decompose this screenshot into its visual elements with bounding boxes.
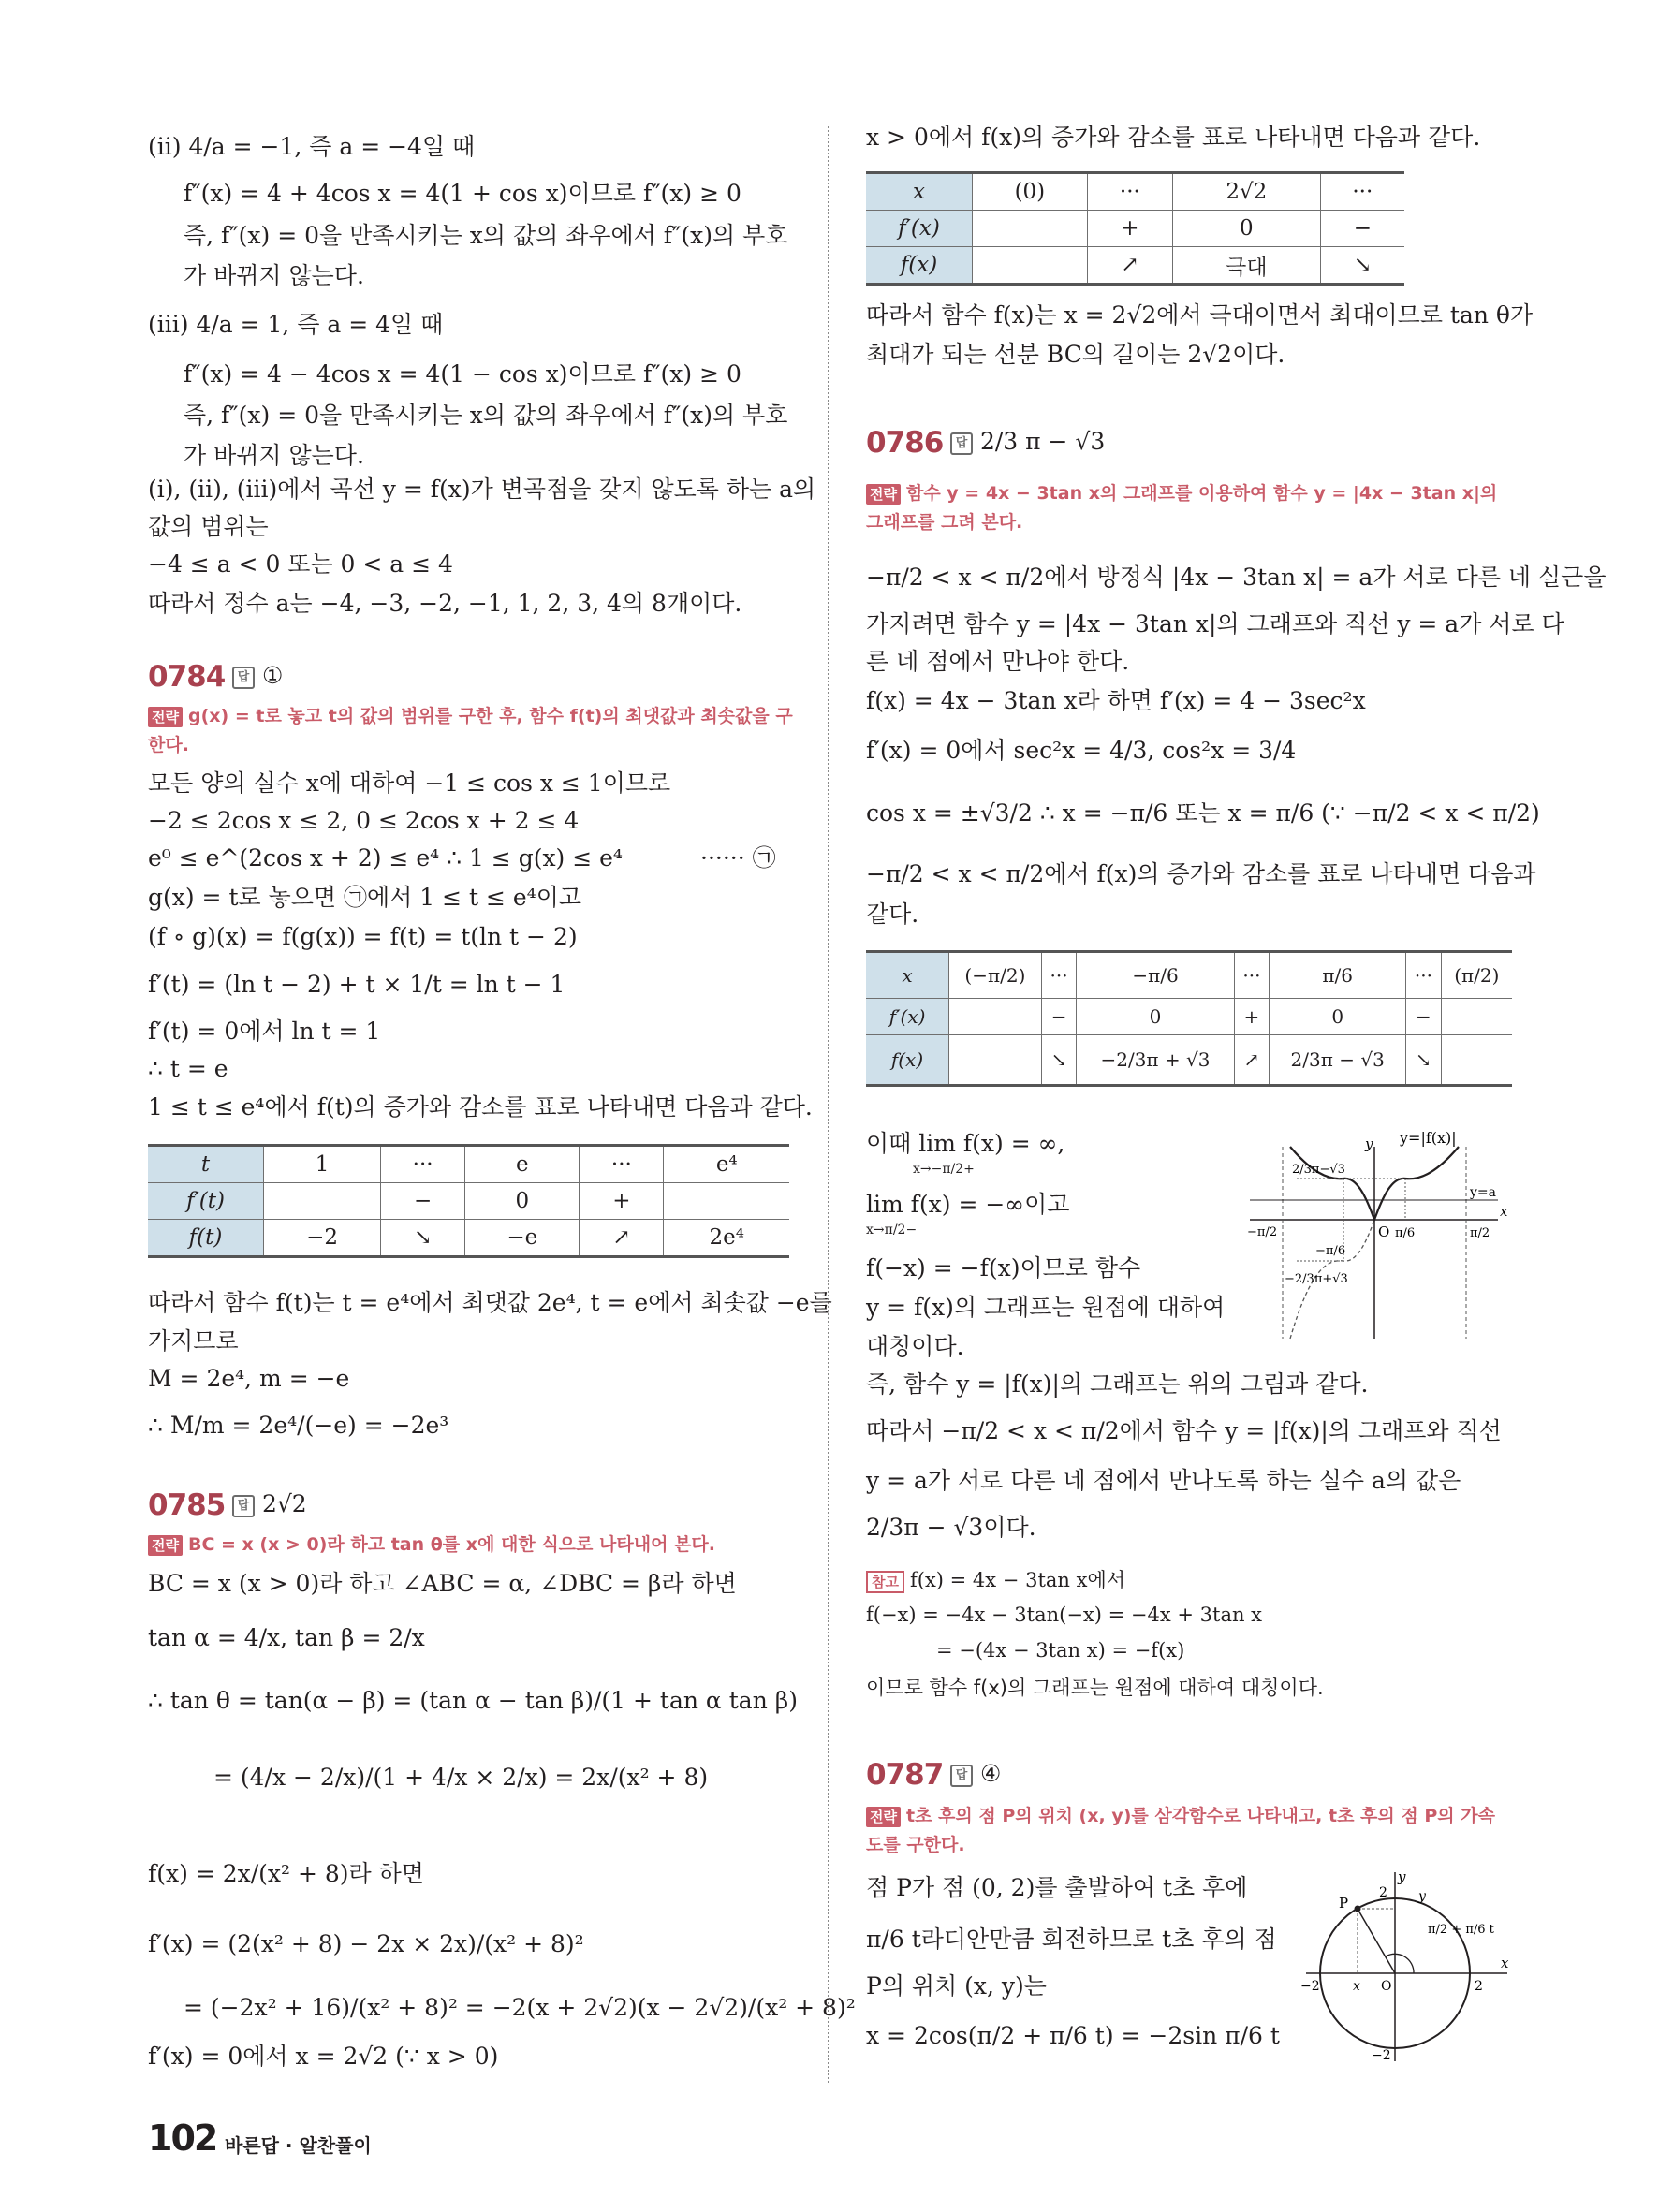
text-line: 즉, f″(x) = 0을 만족시키는 x의 값의 좌우에서 f″(x)의 부호: [184, 402, 788, 429]
table-cell: [264, 1183, 381, 1220]
text-line: BC = x (x > 0)라 하고 ∠ABC = α, ∠DBC = β라 하면: [148, 1570, 737, 1597]
text-line: f(x) = 2x/(x² + 8)라 하면: [148, 1860, 424, 1887]
table-cell: +: [1234, 999, 1270, 1035]
text-line: 가 바뀌지 않는다.: [184, 442, 364, 469]
table-cell: −: [1320, 211, 1404, 247]
table-cell: −: [381, 1183, 465, 1220]
label-neg-two-y: −2: [1372, 2048, 1391, 2063]
strategy: [148, 702, 794, 760]
column-divider: [828, 126, 830, 2083]
graph-abs-f: [1245, 1128, 1512, 1343]
table-cell: ↗: [1234, 1035, 1270, 1086]
problem-number: 0786: [866, 426, 944, 460]
radius-op: [1358, 1909, 1395, 1973]
table-cell: e: [465, 1146, 580, 1183]
axis-label-y: y: [1398, 1868, 1406, 1885]
text-line: 모든 양의 실수 x에 대하여 −1 ≤ cos x ≤ 1이므로: [148, 769, 671, 797]
text-line: 른 네 점에서 만나야 한다.: [866, 648, 1130, 675]
table-cell: ···: [1234, 952, 1270, 999]
text-line: 따라서 함수 f(t)는 t = e⁴에서 최댓값 2e⁴, t = e에서 최솟값 −e를: [148, 1289, 832, 1316]
text-line: 즉, 함수 y = |f(x)|의 그래프는 위의 그림과 같다.: [866, 1370, 1369, 1398]
table-cell: ···: [1406, 952, 1442, 999]
text-line: f(x) = 4x − 3tan x라 하면 f′(x) = 4 − 3sec²x: [866, 687, 1366, 714]
case-iii-heading: (iii) 4/a = 1, 즉 a = 4일 때: [148, 311, 444, 338]
table-cell: f(t): [148, 1220, 264, 1257]
text-line: lim f(x) = −∞이고: [866, 1191, 1070, 1218]
table-cell: f(x): [866, 1035, 949, 1086]
text-line: (i), (ii), (iii)에서 곡선 y = f(x)가 변곡점을 갖지 않도록 하는 a의: [148, 476, 816, 503]
table-cell: t: [148, 1146, 264, 1183]
table-row: [866, 952, 1512, 999]
text-line: = (4/x − 2/x)/(1 + 4/x × 2/x) = 2x/(x² + 8): [213, 1764, 709, 1791]
table-cell: −2: [264, 1220, 381, 1257]
page-number: 102: [148, 2117, 217, 2159]
axis-label-y: y: [1365, 1135, 1373, 1152]
note-line: [866, 1563, 1125, 1596]
table-cell: [949, 999, 1042, 1035]
label-angle: π/2 + π/6 t: [1428, 1923, 1494, 1937]
table-row: [866, 999, 1512, 1035]
problem-number: 0787: [866, 1758, 944, 1792]
table-cell: ↘: [1041, 1035, 1077, 1086]
strategy-tag: 전략: [148, 1535, 183, 1556]
table-cell: −e: [465, 1220, 580, 1257]
text-line: −π/2 < x < π/2에서 방정식 |4x − 3tan x| = a가 서로 다른 네 실근을: [866, 564, 1607, 591]
table-row: [148, 1220, 789, 1257]
table-cell: [973, 247, 1088, 285]
text-line: (f ∘ g)(x) = f(g(x)) = f(t) = t(ln t − 2): [148, 923, 578, 950]
answer-mark-icon: 답: [232, 667, 255, 689]
table-cell: 극대: [1173, 247, 1321, 285]
point-p: [1355, 1906, 1361, 1912]
table-cell: 2/3π − √3: [1270, 1035, 1406, 1086]
note-line: 이므로 함수 f(x)의 그래프는 원점에 대하여 대칭이다.: [866, 1677, 1324, 1699]
table-cell: 0: [1077, 999, 1234, 1035]
footer-title: 바른답 · 알찬풀이: [225, 2134, 372, 2157]
text-line: 따라서 정수 a는 −4, −3, −2, −1, 1, 2, 3, 4의 8개이다.: [148, 590, 742, 617]
text-line: π/6 t라디안만큼 회전하므로 t초 후의 점: [866, 1926, 1277, 1953]
table-cell: [1441, 1035, 1512, 1086]
text-line: x = 2cos(π/2 + π/6 t) = −2sin π/6 t: [866, 2022, 1280, 2049]
text-line: f′(x) = 0에서 sec²x = 4/3, cos²x = 3/4: [866, 737, 1297, 764]
table-row: [148, 1183, 789, 1220]
text-line: M = 2e⁴, m = −e: [148, 1365, 350, 1392]
text-line: −4 ≤ a < 0 또는 0 < a ≤ 4: [148, 550, 453, 578]
table-cell: x: [866, 173, 973, 211]
text-line: f″(x) = 4 + 4cos x = 4(1 + cos x)이므로 f″(x) ≥ 0: [184, 180, 741, 207]
limit-subscript: x→π/2−: [866, 1223, 918, 1238]
text-line: f(−x) = −f(x)이므로 함수: [866, 1254, 1141, 1282]
label-neg-two-x: −2: [1300, 1979, 1320, 1994]
answer-value: ④: [979, 1760, 1002, 1787]
answer-value: ①: [261, 662, 284, 689]
table-cell: (0): [973, 173, 1088, 211]
text-line: f′(x) = (2(x² + 8) − 2x × 2x)/(x² + 8)²: [148, 1930, 584, 1957]
table-cell: f(x): [866, 247, 973, 285]
graph-title: y=|f(x)|: [1400, 1129, 1457, 1147]
tick-label: −π/6: [1315, 1244, 1346, 1258]
text-line: x > 0에서 f(x)의 증가와 감소를 표로 나타내면 다음과 같다.: [866, 124, 1481, 151]
text-line: y = a가 서로 다른 네 점에서 만나도록 하는 실수 a의 값은: [866, 1467, 1461, 1494]
table-cell: 2√2: [1173, 173, 1321, 211]
label-py: y: [1418, 1889, 1426, 1904]
label-two-y: 2: [1379, 1885, 1387, 1900]
text-line: 즉, f″(x) = 0을 만족시키는 x의 값의 좌우에서 f″(x)의 부호: [184, 222, 788, 249]
text-line: f″(x) = 4 − 4cos x = 4(1 − cos x)이므로 f″(x) ≥ 0: [184, 360, 741, 388]
problem-number: 0784: [148, 660, 226, 694]
table-cell: −2/3π + √3: [1077, 1035, 1234, 1086]
label-two-x: 2: [1475, 1979, 1483, 1994]
table-cell: f′(t): [148, 1183, 264, 1220]
answer: [950, 1760, 1001, 1787]
note-text: f(x) = 4x − 3tan x에서: [909, 1569, 1126, 1591]
table-cell: ↗: [580, 1220, 664, 1257]
text-line: 같다.: [866, 901, 919, 928]
case-ii-heading: (ii) 4/a = −1, 즉 a = −4일 때: [148, 133, 476, 160]
table-cell: ↘: [1406, 1035, 1442, 1086]
table-cell: 0: [1173, 211, 1321, 247]
table-cell: +: [1087, 211, 1172, 247]
answer-value: 2√2: [261, 1490, 307, 1517]
problem-number: 0785: [148, 1488, 226, 1522]
text-line: ∴ t = e: [148, 1055, 228, 1082]
table-cell: ···: [580, 1146, 664, 1183]
label-min: −2/3π+√3: [1285, 1272, 1348, 1286]
label-max: 2/3π−√3: [1292, 1163, 1345, 1177]
origin-label: O: [1378, 1223, 1390, 1240]
label-p: P: [1339, 1895, 1349, 1912]
text-line: = (−2x² + 16)/(x² + 8)² = −2(x + 2√2)(x − 2√2)/(x² + 8)²: [184, 1994, 856, 2021]
answer: [232, 662, 283, 689]
strategy-text: t초 후의 점 P의 위치 (x, y)를 삼각함수로 나타내고, t초 후의 점 P의 가속도를 구한다.: [866, 1806, 1495, 1855]
table-cell: 0: [1270, 999, 1406, 1035]
table-cell: [949, 1035, 1042, 1086]
origin-label: O: [1381, 1979, 1392, 1994]
circle-diagram: [1287, 1863, 1512, 2064]
text-line: 대칭이다.: [866, 1333, 964, 1360]
strategy: [866, 1802, 1512, 1860]
table-cell: 1: [264, 1146, 381, 1183]
table-cell: ···: [1320, 173, 1404, 211]
text-line: tan α = 4/x, tan β = 2/x: [148, 1624, 425, 1651]
table-cell: f′(x): [866, 999, 949, 1035]
table-cell: −π/6: [1077, 952, 1234, 999]
limit-subscript: x→−π/2+: [913, 1162, 975, 1177]
tick-label: π/2: [1470, 1226, 1490, 1240]
strategy-text: g(x) = t로 놓고 t의 값의 범위를 구한 후, 함수 f(t)의 최댓값과 최솟값을 구한다.: [148, 706, 793, 755]
text-line: 따라서 함수 f(x)는 x = 2√2에서 극대이면서 최대이므로 tan θ가: [866, 301, 1534, 329]
text-line: 가지려면 함수 y = |4x − 3tan x|의 그래프와 직선 y = a가 서로 다: [866, 610, 1564, 637]
text-line: f′(t) = (ln t − 2) + t × 1/t = ln t − 1: [148, 971, 565, 998]
table-cell: ···: [1041, 952, 1077, 999]
table-row: [866, 1035, 1512, 1086]
table-cell: −: [1041, 999, 1077, 1035]
text-line: P의 위치 (x, y)는: [866, 1972, 1047, 2000]
text-line: y = f(x)의 그래프는 원점에 대하여: [866, 1294, 1226, 1321]
note-line: = −(4x − 3tan x) = −f(x): [936, 1639, 1185, 1662]
table-cell: ↗: [1087, 247, 1172, 285]
text-line: 가지므로: [148, 1327, 239, 1355]
table-cell: (−π/2): [949, 952, 1042, 999]
table-cell: ···: [1087, 173, 1172, 211]
tick-label: −π/2: [1247, 1225, 1278, 1239]
answer: [232, 1490, 307, 1517]
text-line: g(x) = t로 놓으면 ㉠에서 1 ≤ t ≤ e⁴이고: [148, 884, 581, 911]
text-line: −2 ≤ 2cos x ≤ 2, 0 ≤ 2cos x + 2 ≤ 4: [148, 807, 580, 834]
text-line: 점 P가 점 (0, 2)를 출발하여 t초 후에: [866, 1874, 1248, 1901]
text-line: f′(t) = 0에서 ln t = 1: [148, 1018, 381, 1045]
variation-table-0786: [866, 950, 1512, 1087]
strategy-tag: 전략: [866, 484, 901, 505]
answer-mark-icon: 답: [950, 432, 973, 455]
text-line: 최대가 되는 선분 BC의 길이는 2√2이다.: [866, 341, 1285, 368]
text-line: e⁰ ≤ e^(2cos x + 2) ≤ e⁴ ∴ 1 ≤ g(x) ≤ e⁴: [148, 844, 623, 872]
table-cell: x: [866, 952, 949, 999]
table-cell: ↘: [381, 1220, 465, 1257]
axis-label-x: x: [1501, 1955, 1509, 1971]
table-cell: f′(x): [866, 211, 973, 247]
strategy: [866, 479, 1512, 537]
text-line: 이때 lim f(x) = ∞,: [866, 1130, 1065, 1157]
equation-marker: ······ ㉠: [700, 844, 776, 872]
line-label-ya: y=a: [1470, 1185, 1496, 1200]
table-cell: ↘: [1320, 247, 1404, 285]
axis-label-x: x: [1500, 1203, 1508, 1220]
table-cell: 0: [465, 1183, 580, 1220]
table-row: [866, 211, 1404, 247]
text-line: ∴ tan θ = tan(α − β) = (tan α − tan β)/(1 + tan α tan β): [148, 1687, 798, 1714]
table-cell: [1441, 999, 1512, 1035]
text-line: f′(x) = 0에서 x = 2√2 (∵ x > 0): [148, 2043, 499, 2070]
table-cell: ···: [381, 1146, 465, 1183]
note-line: f(−x) = −4x − 3tan(−x) = −4x + 3tan x: [866, 1604, 1263, 1626]
answer-mark-icon: 답: [232, 1495, 255, 1517]
variation-table-0785: [866, 171, 1404, 286]
table-cell: 2e⁴: [664, 1220, 789, 1257]
text-line: −π/2 < x < π/2에서 f(x)의 증가와 감소를 표로 나타내면 다음과: [866, 860, 1536, 887]
text-line: cos x = ±√3/2 ∴ x = −π/6 또는 x = π/6 (∵ −π/2 < x < π/2): [866, 799, 1540, 827]
text-line: 1 ≤ t ≤ e⁴에서 f(t)의 증가와 감소를 표로 나타내면 다음과 같다.: [148, 1093, 813, 1121]
table-cell: −: [1406, 999, 1442, 1035]
table-cell: e⁴: [664, 1146, 789, 1183]
table-cell: +: [580, 1183, 664, 1220]
strategy: [148, 1531, 794, 1560]
text-line: 값의 범위는: [148, 513, 269, 540]
variation-table-0784: [148, 1144, 789, 1258]
table-row: [866, 173, 1404, 211]
table-cell: [664, 1183, 789, 1220]
text-line: 2/3π − √3이다.: [866, 1514, 1036, 1541]
label-px: x: [1353, 1979, 1360, 1994]
note-tag: 참고: [866, 1571, 904, 1593]
table-row: [866, 247, 1404, 285]
table-row: [148, 1146, 789, 1183]
strategy-text: 함수 y = 4x − 3tan x의 그래프를 이용하여 함수 y = |4x − 3tan x|의 그래프를 그려 본다.: [866, 483, 1498, 533]
answer-mark-icon: 답: [950, 1765, 973, 1787]
table-cell: (π/2): [1441, 952, 1512, 999]
text-line: ∴ M/m = 2e⁴/(−e) = −2e³: [148, 1412, 449, 1439]
text-line: 가 바뀌지 않는다.: [184, 262, 364, 289]
tick-label: π/6: [1395, 1226, 1416, 1240]
strategy-tag: 전략: [148, 707, 183, 727]
answer: [950, 428, 1105, 455]
strategy-tag: 전략: [866, 1807, 901, 1827]
answer-value: 2/3 π − √3: [979, 428, 1106, 455]
table-cell: [973, 211, 1088, 247]
text-line: 따라서 −π/2 < x < π/2에서 함수 y = |f(x)|의 그래프와 직선: [866, 1417, 1502, 1444]
strategy-text: BC = x (x > 0)라 하고 tan θ를 x에 대한 식으로 나타내어 본다.: [187, 1534, 715, 1555]
table-cell: π/6: [1270, 952, 1406, 999]
